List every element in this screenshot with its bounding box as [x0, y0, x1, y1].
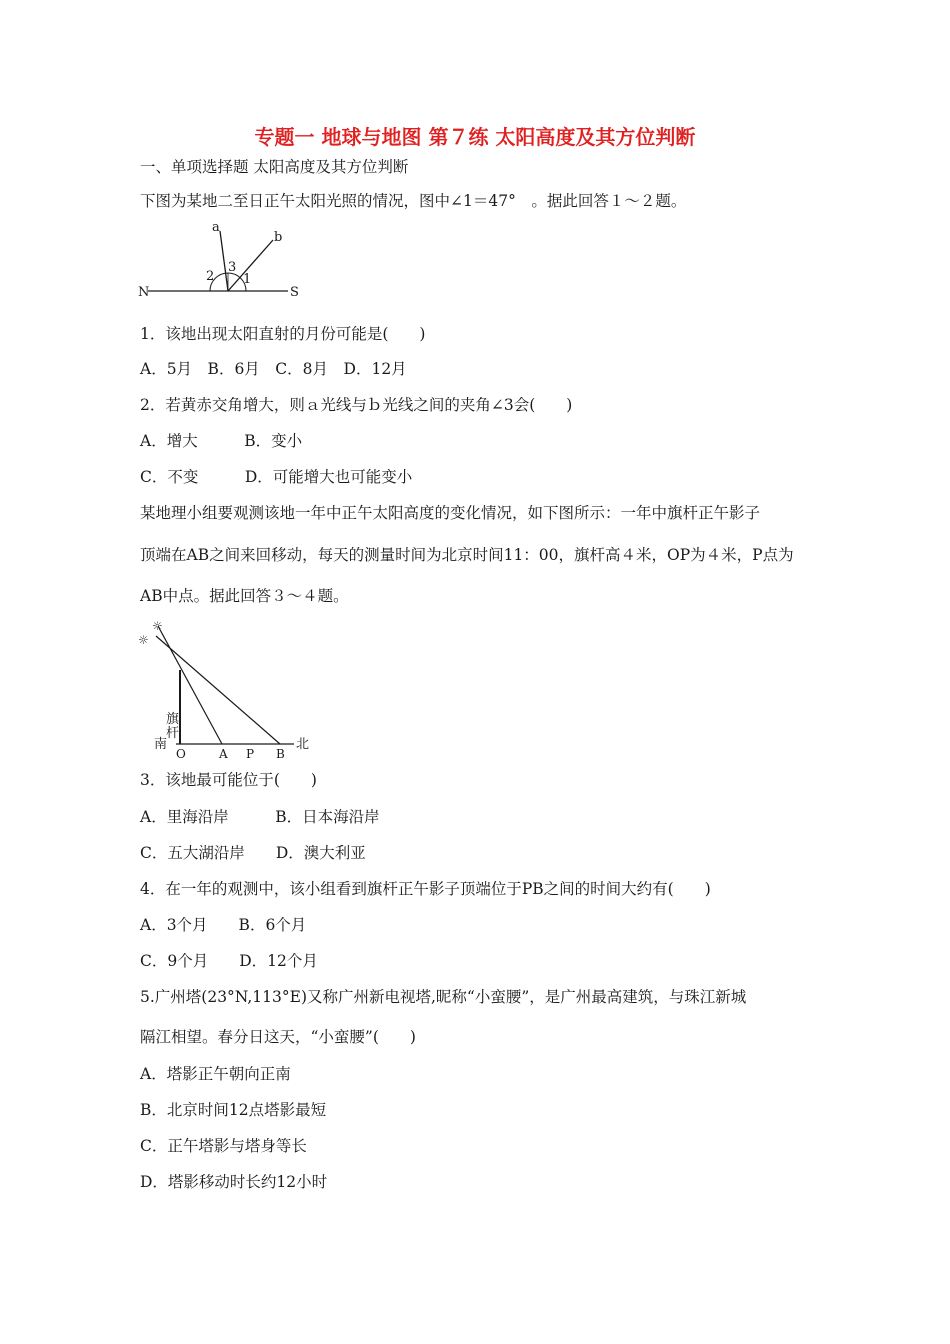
- q5-option-d: D．塔影移动时长约12小时: [140, 1173, 328, 1191]
- flagpole-shadow-diagram: [136, 618, 316, 760]
- label-a: a: [212, 220, 220, 235]
- q3-stem: 3．该地最可能位于( ): [140, 771, 317, 789]
- q5-stem-line2: 隔江相望。春分日这天，“小蛮腰”( ): [140, 1028, 416, 1046]
- label-a: A: [219, 747, 228, 760]
- q3-options-cd: C．五大湖沿岸 D．澳大利亚: [140, 844, 366, 862]
- sun-angle-diagram: [136, 216, 306, 302]
- q4-options-cd: C．9个月 D．12个月: [140, 952, 318, 970]
- ray-a: [220, 231, 228, 291]
- q3-options-ab: A．里海沿岸 B．日本海沿岸: [140, 808, 380, 826]
- q5-option-c: C．正午塔影与塔身等长: [140, 1137, 307, 1155]
- q5-option-b: B．北京时间12点塔影最短: [140, 1101, 327, 1119]
- q2-options-ab: A．增大 B．变小: [140, 432, 303, 450]
- label-o: O: [176, 747, 186, 760]
- section-heading: 一、单项选择题 太阳高度及其方位判断: [140, 158, 409, 176]
- q2-options-cd: C．不变 D．可能增大也可能变小: [140, 468, 413, 486]
- label-3: 3: [228, 260, 237, 275]
- label-b: b: [274, 230, 283, 245]
- label-n: N: [138, 285, 150, 300]
- intro-text-2-line3: AB中点。据此回答３～４题。: [140, 587, 349, 605]
- intro-text-1: 下图为某地二至日正午太阳光照的情况，图中∠1＝47° 。据此回答１～２题。: [140, 192, 687, 210]
- label-flag-2: 杆: [166, 726, 180, 741]
- intro-text-2-line2: 顶端在AB之间来回移动，每天的测量时间为北京时间11：00，旗杆高４米，OP为４米，P点为: [140, 546, 794, 564]
- label-p: P: [246, 747, 255, 760]
- page-title: 专题一 地球与地图 第７练 太阳高度及其方位判断: [254, 125, 696, 149]
- q1-stem: 1．该地出现太阳直射的月份可能是( ): [140, 325, 426, 343]
- label-b: B: [276, 747, 285, 760]
- label-2: 2: [206, 269, 215, 284]
- q5-option-a: A．塔影正午朝向正南: [140, 1065, 291, 1083]
- q2-stem: 2．若黄赤交角增大，则ａ光线与ｂ光线之间的夹角∠3会( ): [140, 396, 573, 414]
- q4-options-ab: A．3个月 B．6个月: [140, 916, 307, 934]
- q1-options: A．5月 B．6月 C．8月 D．12月: [140, 360, 407, 378]
- label-flag-1: 旗: [166, 712, 180, 727]
- q5-stem-line1: 5.广州塔(23°N,113°E)又称广州新电视塔,昵称“小蛮腰”，是广州最高建筑，与珠江新城: [140, 988, 747, 1006]
- label-south: 南: [154, 737, 168, 752]
- label-north: 北: [296, 737, 310, 752]
- q4-stem: 4．在一年的观测中，该小组看到旗杆正午影子顶端位于PB之间的时间大约有( ): [140, 880, 711, 898]
- label-1: 1: [243, 272, 252, 287]
- sun-icon-high: ☼: [152, 619, 163, 633]
- label-s: S: [290, 285, 299, 300]
- intro-text-2-line1: 某地理小组要观测该地一年中正午太阳高度的变化情况，如下图所示：一年中旗杆正午影子: [140, 504, 761, 522]
- sun-icon-low: ☼: [138, 633, 149, 647]
